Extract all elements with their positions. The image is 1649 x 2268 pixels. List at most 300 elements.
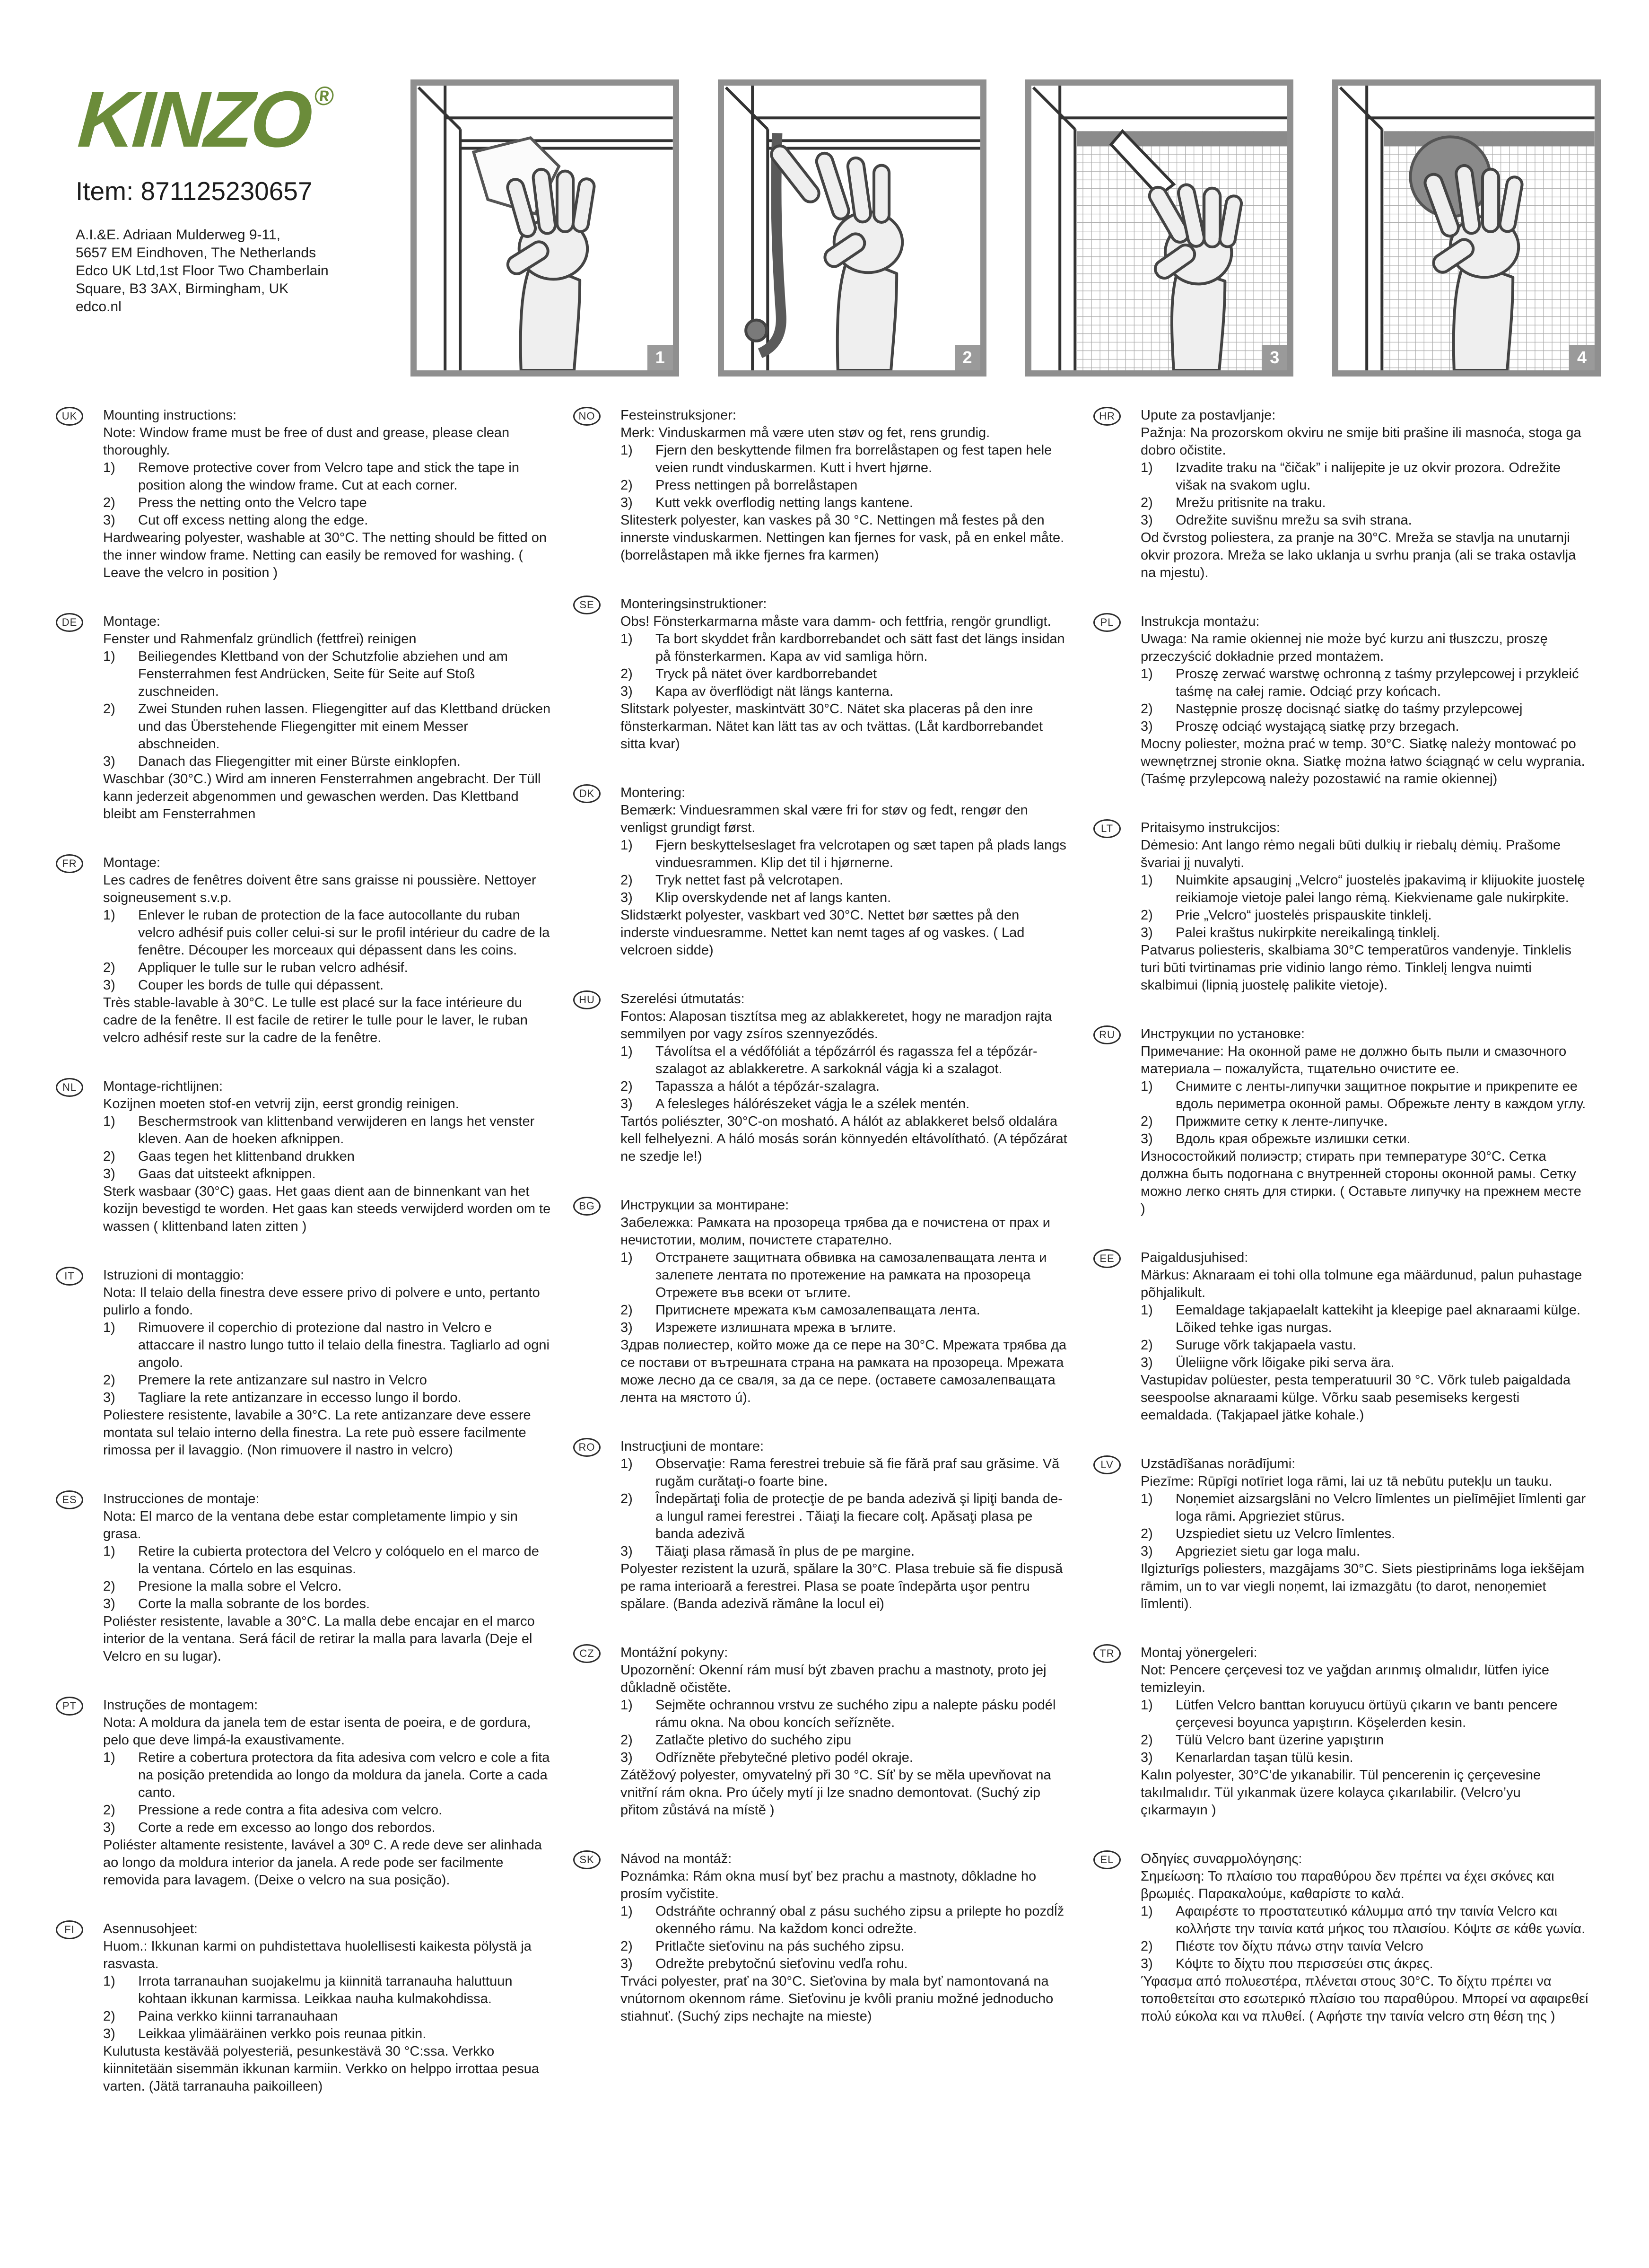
- item-number: 2): [620, 1939, 633, 1954]
- item-number: 1): [103, 1750, 115, 1765]
- section-content: [1141, 1025, 1589, 1218]
- section-content: [103, 854, 551, 1047]
- step-number-badge: 4: [1569, 345, 1595, 370]
- section-title: Инструкции за монтиране:: [620, 1198, 789, 1213]
- item-text: Observaţie: Rama ferestrei trebuie să fie fără praf sau grăsime. Vă rugăm curătaţi-o foarte bine.: [655, 1456, 1060, 1489]
- item-number: 2): [620, 666, 633, 682]
- item-number: 2): [103, 1373, 115, 1388]
- instruction-item: [620, 666, 1069, 683]
- step-number-badge: 2: [955, 345, 980, 370]
- section-outro: Très stable-lavable à 30°C. Le tulle est placé sur la face intérieure du cadre de la fenêtre. Il est facile de retirer le tulle pour le laver, le ruban velcro adhésif reste sur la cadre de la fenêtre.: [103, 995, 528, 1045]
- item-text: Gaas dat uitsteekt afknippen.: [138, 1166, 316, 1182]
- section-intro: Nota: Il telaio della finestra deve essere privo di polvere e unto, pertanto pulirlo a fondo.: [103, 1285, 540, 1318]
- section-title: Montage:: [103, 855, 160, 870]
- section-intro: Примечание: На оконной раме не должно быть пыли и смазочного материала – пожалуйста, тщательно очистите ее.: [1141, 1044, 1567, 1077]
- instruction-item: [103, 701, 551, 753]
- item-text: Corte la malla sobrante de los bordes.: [138, 1596, 370, 1611]
- item-text: Leikkaa ylimääräinen verkko pois reunaa pitkin.: [138, 2026, 427, 2041]
- item-number: 3): [103, 2026, 115, 2041]
- item-text: Klip overskydende net af langs kanten.: [655, 890, 891, 905]
- item-number: 1): [1141, 666, 1153, 682]
- section-intro: Piezīme: Rūpīgi notīriet loga rāmi, lai uz tā nebūtu putekļu un tauku.: [1141, 1474, 1553, 1489]
- section-title: Montage:: [103, 614, 160, 629]
- instruction-item: [103, 977, 551, 994]
- instruction-item: [103, 2025, 551, 2043]
- instruction-item: [1141, 1955, 1589, 1973]
- section-outro: Ilgizturīgs poliesters, mazgājams 30°C. Siets piestiprināms loga iekšējam rāmim, un to var viegli noņemt, lai izmazgātu (to darot, nenoņemiet līmlenti).: [1141, 1561, 1585, 1611]
- item-text: Pritlačte sieťovinu na pás suchého zipsu.: [655, 1939, 905, 1954]
- language-badge: PT: [56, 1697, 83, 1716]
- item-number: 3): [620, 1956, 633, 1971]
- section-title: Instrucciones de montaje:: [103, 1491, 260, 1506]
- section-intro: Kozijnen moeten stof-en vetvrij zijn, eerst grondig reinigen.: [103, 1096, 459, 1112]
- item-number: 2): [1141, 1939, 1153, 1954]
- address-line: Edco UK Ltd,1st Floor Two Chamberlain: [76, 263, 329, 279]
- section-content: [620, 990, 1069, 1165]
- item-number: 1): [620, 1904, 633, 1919]
- instruction-item: [1141, 1938, 1589, 1955]
- item-text: Pressione a rede contra a fita adesiva com velcro.: [138, 1803, 443, 1818]
- item-number: 2): [103, 1579, 115, 1594]
- instruction-item: [103, 907, 551, 959]
- instruction-item: [620, 889, 1069, 907]
- item-text: Couper les bords de tulle qui dépassent.: [138, 978, 384, 993]
- item-number: 2): [1141, 1114, 1153, 1129]
- apply-tape-drawing: [724, 86, 980, 370]
- item-number: 1): [103, 649, 115, 664]
- instruction-item: [1141, 512, 1589, 529]
- instruction-item: [620, 442, 1069, 477]
- item-number: 3): [103, 1166, 115, 1182]
- item-text: Kapa av överflödigt nät längs kanterna.: [655, 684, 893, 699]
- instruction-item: [1141, 1749, 1589, 1767]
- item-number: 2): [620, 1079, 633, 1094]
- item-number: 1): [1141, 1079, 1153, 1094]
- section-title: Festeinstruksjoner:: [620, 408, 736, 423]
- language-badge: ES: [56, 1490, 83, 1509]
- text-column: [1093, 407, 1589, 2057]
- instruction-item: [1141, 1337, 1589, 1354]
- item-text: Rimuovere il coperchio di protezione dal nastro in Velcro e attaccare il nastro lungo tutto il telaio della finestra. Tagliarlo ad ogni angolo.: [138, 1320, 550, 1370]
- language-badge: LT: [1093, 819, 1121, 838]
- section-title: Οδηγίες συναρμολόγησης:: [1141, 1851, 1302, 1866]
- section-outro: Mocny poliester, można prać w temp. 30°C. Siatkę należy montować po wewnętrznej stronie okna. Siatkę można łatwo ściągnąć w celu wyprania. (Taśmę przylepcową należy pozostawić na ramie okiennej): [1141, 736, 1585, 787]
- item-text: Presione la malla sobre el Velcro.: [138, 1579, 342, 1594]
- item-text: Odrežte prebytočnú sieťovinu vedľa rohu.: [655, 1956, 908, 1971]
- item-text: Prie „Velcro“ juostelės prispauskite tinklelį.: [1176, 908, 1432, 923]
- item-number: 3): [1141, 719, 1153, 734]
- language-section-tr: [1093, 1644, 1589, 1819]
- instruction-item: [103, 1973, 551, 2008]
- language-badge: SE: [573, 595, 601, 614]
- instruction-item: [103, 1595, 551, 1613]
- section-content: [103, 1697, 551, 1889]
- item-text: Прижмите сетку к ленте-липучке.: [1176, 1114, 1388, 1129]
- language-badge: TR: [1093, 1644, 1121, 1663]
- instruction-item: [103, 459, 551, 494]
- item-number: 2): [1141, 1338, 1153, 1353]
- section-intro: Σημείωση: Το πλαίσιο του παραθύρου δεν πρέπει να έχει σκόνες και βρωμιές. Παρακαλούμε, καθαρίστε το καλά.: [1141, 1869, 1554, 1901]
- item-number: 3): [620, 890, 633, 905]
- instruction-item: [103, 494, 551, 512]
- instruction-item: [103, 753, 551, 771]
- section-title: Istruzioni di montaggio:: [103, 1268, 244, 1283]
- illustration-step-2-apply-velcro-tape: [718, 79, 986, 377]
- instruction-item: [103, 1372, 551, 1389]
- item-text: Proszę odciąć wystającą siatkę przy brzegach.: [1176, 719, 1459, 734]
- section-intro: Märkus: Aknaraam ei tohi olla tolmune ega määrdunud, palun puhastage põhjalikult.: [1141, 1268, 1582, 1300]
- section-outro: Износостойкий полиэстр; стирать при температуре 30°C. Сетка должна быть подогнана с внутренней стороны оконной рамы. Сетку можно легко снять для стирки. ( Оставьте липучку на прежнем месте ): [1141, 1149, 1581, 1217]
- section-content: [103, 407, 551, 582]
- item-number: 3): [1141, 1750, 1153, 1765]
- language-badge: HU: [573, 990, 601, 1009]
- step-number-badge: 3: [1262, 345, 1287, 370]
- language-badge: PL: [1093, 613, 1121, 632]
- section-title: Monteringsinstruktioner:: [620, 596, 767, 612]
- instruction-item: [620, 1938, 1069, 1955]
- language-section-dk: [573, 784, 1069, 959]
- address-line: A.I.&E. Adriaan Mulderweg 9-11,: [76, 227, 281, 243]
- language-section-es: [56, 1490, 551, 1665]
- language-section-fr: [56, 854, 551, 1047]
- instruction-item: [103, 1319, 551, 1372]
- language-badge: RO: [573, 1438, 601, 1457]
- section-content: [620, 1644, 1069, 1819]
- item-number: 3): [103, 1596, 115, 1611]
- language-badge: CZ: [573, 1644, 601, 1663]
- language-section-ru: [1093, 1025, 1589, 1218]
- section-intro: Les cadres de fenêtres doivent être sans graisse ni poussière. Nettoyer soigneusement s.v.p.: [103, 873, 536, 905]
- address-line: 5657 EM Eindhoven, The Netherlands: [76, 245, 316, 261]
- language-section-hu: [573, 990, 1069, 1165]
- item-text: Press the netting onto the Velcro tape: [138, 495, 367, 510]
- language-section-fi: [56, 1920, 551, 2095]
- section-content: [620, 784, 1069, 959]
- kinzo-logo: [75, 75, 335, 164]
- section-intro: Забележка: Рамката на прозореца трябва да е почистена от прах и нечистотии, молим, почистете старателно.: [620, 1215, 1050, 1248]
- item-number: 3): [1141, 1544, 1153, 1559]
- item-text: Πιέστε τον δίχτυ πάνω στην ταινία Velcro: [1176, 1939, 1423, 1954]
- item-number: 1): [103, 1544, 115, 1559]
- instruction-item: [620, 1455, 1069, 1490]
- item-number: 2): [620, 873, 633, 888]
- instruction-item: [620, 1732, 1069, 1749]
- item-number: 1): [620, 443, 633, 458]
- item-text: Sejměte ochrannou vrstvu ze suchého zipu a nalepte pásku podél rámu okna. Na obou koncích seřízněte.: [655, 1698, 1056, 1730]
- instruction-item: [620, 837, 1069, 872]
- item-text: Corte a rede em excesso ao longo dos rebordos.: [138, 1820, 436, 1835]
- item-text: Tryk nettet fast på velcrotapen.: [655, 873, 844, 888]
- item-number: 2): [103, 1803, 115, 1818]
- language-badge: RU: [1093, 1025, 1121, 1044]
- instruction-item: [1141, 1113, 1589, 1130]
- section-intro: Note: Window frame must be free of dust and grease, please clean thoroughly.: [103, 425, 510, 458]
- section-intro: Poznámka: Rám okna musí byť bez prachu a mastnoty, dôkladne ho prosím vyčistite.: [620, 1869, 1037, 1901]
- item-text: Irrota tarranauhan suojakelmu ja kiinnitä tarranauha haluttuun kohtaan ikkunan karmissa. Leikkaa nauha kulmakohdissa.: [138, 1974, 513, 2006]
- section-outro: Vastupidav polüester, pesta temperatuuril 30 °C. Võrk tuleb paigaldada seespoolse aknaraami külge. Võrku saab pesemiseks kergesti eemaldada. (Takjapael jätke kohale.): [1141, 1373, 1571, 1423]
- section-outro: Zátěžový polyester, omyvatelný při 30 °C. Síť by se měla upevňovat na vnitřní rám okna. Pro účely mytí ji lze snadno demontovat. (Suchý zip přitom zůstává na místě ): [620, 1768, 1051, 1818]
- language-section-no: [573, 407, 1069, 564]
- item-number: 2): [103, 1149, 115, 1164]
- section-title: Instruções de montagem:: [103, 1698, 258, 1713]
- instruction-item: [620, 1490, 1069, 1543]
- instruction-item: [620, 1903, 1069, 1938]
- section-title: Montážní pokyny:: [620, 1645, 728, 1660]
- item-text: Uzspiediet sietu uz Velcro līmlentes.: [1176, 1526, 1396, 1541]
- section-content: [1141, 1249, 1589, 1424]
- instruction-item: [1141, 924, 1589, 942]
- item-number: 2): [620, 1303, 633, 1318]
- text-column: [573, 407, 1069, 2057]
- language-section-pl: [1093, 613, 1589, 788]
- instruction-item: [1141, 494, 1589, 512]
- section-content: [620, 595, 1069, 753]
- language-badge: SK: [573, 1850, 601, 1869]
- item-text: Távolítsa el a védőfóliát a tépőzárról és ragassza fel a tépőzár-szalagot az ablakkeretre. A sarkoknál vágja ki a szalagot.: [655, 1044, 1038, 1077]
- language-section-de: [56, 613, 551, 823]
- item-number: 1): [103, 908, 115, 923]
- section-outro: Здрав полиестер, който може да се пере на 30°C. Мрежата трябва да се постави от вътрешната страна на рамката на прозореца. Мрежата може лесно да се сваля, за да се пере. (оставете самозалепващата лента на мястото ú).: [620, 1338, 1067, 1405]
- section-content: [1141, 1455, 1589, 1613]
- item-number: 2): [1141, 1733, 1153, 1748]
- language-badge: UK: [56, 407, 83, 426]
- kinzo-logo-text: KINZO: [75, 75, 313, 164]
- section-content: [1141, 613, 1589, 788]
- section-title: Instrukcja montażu:: [1141, 614, 1260, 629]
- item-number: 2): [103, 2009, 115, 2024]
- instruction-item: [1141, 907, 1589, 924]
- language-section-it: [56, 1267, 551, 1459]
- item-number: 2): [620, 1491, 633, 1506]
- language-section-se: [573, 595, 1069, 753]
- item-number: 2): [1141, 908, 1153, 923]
- item-number: 1): [620, 1698, 633, 1713]
- section-title: Paigaldusjuhised:: [1141, 1250, 1248, 1265]
- item-number: 2): [620, 478, 633, 493]
- section-outro: Trváci polyester, prať na 30°C. Sieťovina by mala byť namontovaná na vnútornom okennom ráme. Sieťovinu je kvôli praniu možné jednoducho stiahnuť. (Suchý zips nechajte na mieste): [620, 1974, 1054, 2024]
- item-text: Lütfen Velcro banttan koruyucu örtüyü çıkarın ve bantı pencere çerçevesi boyunca yapıştırın. Köşelerden kesin.: [1176, 1698, 1558, 1730]
- item-number: 3): [620, 1320, 633, 1335]
- item-number: 1): [103, 1114, 115, 1129]
- section-outro: Polyester rezistent la uzură, spălare la 30°C. Plasa trebuie să fie dispusă pe rama interioară a ferestrei. Plasa se poate îndepărta uşor pentru spălare. (Banda adezivă rămâne la locul ei): [620, 1561, 1063, 1611]
- language-badge: FI: [56, 1920, 83, 1939]
- cut-netting-drawing: [1031, 86, 1288, 370]
- manufacturer-address: [76, 226, 329, 316]
- item-text: Proszę zerwać warstwę ochronną z taśmy przylepcowej i przykleić taśmę na całej ramie. Odciąć przy końcach.: [1176, 666, 1579, 699]
- item-number: 3): [1141, 925, 1153, 940]
- language-badge: IT: [56, 1267, 83, 1286]
- clean-frame-drawing: [417, 86, 673, 370]
- instruction-item: [1141, 872, 1589, 907]
- instruction-item: [103, 1165, 551, 1183]
- section-title: Montering:: [620, 785, 686, 800]
- instruction-item: [1141, 459, 1589, 494]
- section-content: [103, 1078, 551, 1235]
- section-outro: Slitesterk polyester, kan vaskes på 30 °C. Nettingen må festes på den innerste vinduskarmen. Nettingen kan fjernes for vask, på en enkel måte. (borrelåstapen må ikke fjernes fra karmen): [620, 513, 1064, 563]
- item-number: 1): [1141, 1303, 1153, 1318]
- item-text: Tagliare la rete antizanzare in eccesso lungo il bordo.: [138, 1390, 462, 1405]
- section-content: [1141, 1850, 1589, 2025]
- illustration-step-3-cut-netting: [1025, 79, 1294, 377]
- section-title: Návod na montáž:: [620, 1851, 732, 1866]
- item-number: 3): [1141, 1956, 1153, 1971]
- section-intro: Nota: A moldura da janela tem de estar isenta de poeira, e de gordura, pelo que deve limpá-la exaustivamente.: [103, 1715, 531, 1748]
- item-number: 3): [103, 978, 115, 993]
- item-text: Притиснете мрежата към самозалепващата лента.: [655, 1303, 980, 1318]
- item-number: 2): [1141, 495, 1153, 510]
- illustration-step-4-press-netting: [1332, 79, 1601, 377]
- language-badge: DE: [56, 613, 83, 632]
- item-text: Cut off excess netting along the edge.: [138, 513, 368, 528]
- instruction-item: [620, 1955, 1069, 1973]
- language-section-bg: [573, 1197, 1069, 1407]
- item-number: 3): [103, 513, 115, 528]
- item-text: Tăiaţi plasa rămasă în plus de pe margine.: [655, 1544, 915, 1559]
- item-text: Снимите с ленты-липучки защитное покрытие и прикрепите ее вдоль периметра оконной рамы. Обрежьте ленту в каждом углу.: [1176, 1079, 1586, 1112]
- language-badge: FR: [56, 854, 83, 873]
- instruction-item: [1141, 1354, 1589, 1372]
- instruction-item: [620, 1319, 1069, 1337]
- press-netting-drawing: [1338, 86, 1595, 370]
- language-section-nl: [56, 1078, 551, 1235]
- language-badge: EL: [1093, 1850, 1121, 1869]
- item-text: Fjern den beskyttende filmen fra borrelåstapen og fest tapen hele veien rundt vinduskarmen. Kutt i hvert hjørne.: [655, 443, 1052, 475]
- section-title: Mounting instructions:: [103, 408, 237, 423]
- language-section-lt: [1093, 819, 1589, 994]
- item-number: Item: 871125230657: [76, 176, 313, 206]
- instruction-item: [620, 1249, 1069, 1302]
- instruction-item: [103, 1578, 551, 1595]
- language-badge: NO: [573, 407, 601, 426]
- item-number: 3): [620, 684, 633, 699]
- instruction-item: [1141, 718, 1589, 736]
- section-intro: Dėmesio: Ant lango rėmo negali būti dulkių ir riebalų dėmių. Prašome švariai jį nuvalyti.: [1141, 838, 1561, 870]
- section-intro: Bemærk: Vinduesrammen skal være fri for støv og fedt, rengør den venligst grundigt først.: [620, 803, 1028, 835]
- section-content: [103, 1267, 551, 1459]
- section-outro: Patvarus poliesteris, skalbiama 30°C temperatūros vandenyje. Tinklelis turi būti tvirtinamas prie vidinio lango rėmo. Tinklelį lengva nuimti skalbimui (lipnią juostelę palikite vietoje).: [1141, 943, 1572, 993]
- item-text: Îndepărtaţi folia de protecţie de pe banda adezivă şi lipiţi banda de-a lungul ramei ferestrei . Tăiaţi la fiecare colţ. Apăsaţi plasa pe banda adezivă: [655, 1491, 1063, 1541]
- instruction-item: [1141, 1078, 1589, 1113]
- instruction-item: [620, 683, 1069, 701]
- item-number: 2): [1141, 701, 1153, 717]
- item-text: Nuimkite apsauginį „Velcro“ juostelės įpakavimą ir klijuokite juostelę reikiamoje vietoje palei lango rėmą. Kiekviename gale nukirpkite.: [1176, 873, 1585, 905]
- item-number: 1): [620, 1250, 633, 1265]
- item-number: 3): [620, 495, 633, 510]
- section-intro: Fenster und Rahmenfalz gründlich (fettfrei) reinigen: [103, 631, 417, 647]
- item-number: 1): [620, 838, 633, 853]
- section-intro: Not: Pencere çerçevesi toz ve yağdan arınmış olmalıdır, lütfen iyice temizleyin.: [1141, 1663, 1549, 1695]
- section-intro: Merk: Vinduskarmen må være uten støv og fet, rens grundig.: [620, 425, 990, 440]
- instruction-item: [103, 648, 551, 701]
- section-title: Instrucţiuni de montare:: [620, 1439, 764, 1454]
- item-number: 1): [103, 1974, 115, 1989]
- section-outro: Kalın polyester, 30°C’de yıkanabilir. Tül pencerenin iç çerçevesine takılmalıdır. Tül yıkanmak üzere kolayca çıkarılabilir. (Velcro’yu çıkarmayın ): [1141, 1768, 1541, 1818]
- section-outro: Poliéster resistente, lavable a 30°C. La malla debe encajar en el marco interior de la ventana. Será fácil de retirar la malla para lavarla (Deje el Velcro en su lugar).: [103, 1614, 535, 1664]
- language-section-uk: [56, 407, 551, 582]
- language-badge: HR: [1093, 407, 1121, 426]
- item-text: Remove protective cover from Velcro tape and stick the tape in position along the window frame. Cut at each corner.: [138, 460, 519, 493]
- item-number: 3): [620, 1544, 633, 1559]
- section-intro: Uwaga: Na ramie okiennej nie może być kurzu ani tłuszczu, proszę przeczyścić dokładnie przed montażem.: [1141, 631, 1548, 664]
- language-section-lv: [1093, 1455, 1589, 1613]
- item-text: Αφαιρέστε το προστατευτικό κάλυμμα από την ταινία Velcro και κολλήστε την ταινία κατά μήκος του πλαισίου. Κόψτε σε κάθε γωνία.: [1176, 1904, 1586, 1936]
- item-text: Paina verkko kiinni tarranauhaan: [138, 2009, 338, 2024]
- item-number: 3): [103, 754, 115, 769]
- section-title: Pritaisymo instrukcijos:: [1141, 820, 1280, 835]
- instruction-item: [103, 1113, 551, 1148]
- section-intro: Huom.: Ikkunan karmi on puhdistettava huolellisesti kaikesta pölystä ja rasvasta.: [103, 1939, 532, 1971]
- item-text: Press nettingen på borrelåstapen: [655, 478, 858, 493]
- instruction-item: [620, 1697, 1069, 1732]
- section-title: Asennusohjeet:: [103, 1921, 198, 1936]
- instruction-item: [1141, 1525, 1589, 1543]
- address-line: Square, B3 3AX, Birmingham, UK: [76, 281, 289, 297]
- item-number: 1): [620, 1044, 633, 1059]
- item-text: Retire la cubierta protectora del Velcro y colóquelo en el marco de la ventana. Córtelo en las esquinas.: [138, 1544, 539, 1576]
- language-badge: NL: [56, 1078, 83, 1097]
- item-number: 2): [620, 1733, 633, 1748]
- item-text: Tapassza a hálót a tépőzár-szalagra.: [655, 1079, 880, 1094]
- item-number: 3): [1141, 513, 1153, 528]
- section-content: [103, 1920, 551, 2095]
- item-number: 3): [1141, 1131, 1153, 1147]
- item-text: Izvadite traku na “čičak” i nalijepite je uz okvir prozora. Odrežite višak na svakom uglu.: [1176, 460, 1561, 493]
- item-text: Następnie proszę docisnąć siatkę do taśmy przylepcowej: [1176, 701, 1523, 717]
- item-text: Üleliigne võrk lõigake piki serva ära.: [1176, 1355, 1395, 1370]
- instruction-item: [1141, 1543, 1589, 1560]
- language-badge: BG: [573, 1197, 601, 1216]
- item-text: Eemaldage takjapaelalt kattekiht ja kleepige pael aknaraami külge. Lõiked tehke igas nurgas.: [1176, 1303, 1581, 1335]
- item-text: Noņemiet aizsargslāni no Velcro līmlentes un pielīmējiet līmlenti gar loga rāmi. Apgrieziet stūrus.: [1176, 1491, 1586, 1524]
- instruction-item: [620, 1078, 1069, 1095]
- item-number: 1): [1141, 1904, 1153, 1919]
- item-text: Odstráňte ochranný obal z pásu suchého zipsu a prilepte ho pozdĺž okenného rámu. Na každom konci odrežte.: [655, 1904, 1064, 1936]
- item-text: A felesleges hálórészeket vágja le a szélek mentén.: [655, 1096, 970, 1112]
- language-section-ee: [1093, 1249, 1589, 1424]
- section-outro: Ύφασμα από πολυεστέρα, πλένεται στους 30°C. Το δίχτυ πρέπει να τοποθετείται στο εσωτερικό πλαίσιο του παραθύρου. Μπορεί να αφαιρεθεί πολύ εύκολα και να πλυθεί. ( Αφήστε την ταινία velcro στη θέση της ): [1141, 1974, 1588, 2024]
- section-title: Szerelési útmutatás:: [620, 991, 745, 1007]
- instruction-item: [103, 959, 551, 977]
- instruction-item: [620, 630, 1069, 666]
- text-column: [56, 407, 551, 2127]
- instruction-item: [103, 1148, 551, 1165]
- item-text: Suruge võrk takjapaela vastu.: [1176, 1338, 1357, 1353]
- instruction-item: [1141, 701, 1589, 718]
- section-content: [620, 1438, 1069, 1613]
- item-number: 2): [103, 701, 115, 717]
- item-number: 2): [103, 495, 115, 510]
- illustration-step-1-clean-frame: [410, 79, 679, 377]
- language-section-pt: [56, 1697, 551, 1889]
- item-number: 1): [620, 631, 633, 647]
- item-text: Odrežite suvišnu mrežu sa svih strana.: [1176, 513, 1412, 528]
- item-number: 1): [1141, 1698, 1153, 1713]
- instruction-item: [1141, 1732, 1589, 1749]
- instruction-item: [103, 1389, 551, 1407]
- section-outro: Slitstark polyester, maskintvätt 30°C. Nätet ska placeras på den inre fönsterkarman. Nätet kan lätt tas av och tvättas. (Låt kardborrebandet sitta kvar): [620, 701, 1043, 752]
- language-badge: LV: [1093, 1455, 1121, 1474]
- section-intro: Pažnja: Na prozorskom okviru ne smije biti prašine ili masnoća, stoga ga dobro očistite.: [1141, 425, 1581, 458]
- illustration-strip: [410, 79, 1601, 377]
- section-content: [103, 613, 551, 823]
- item-text: Kenarlardan taşan tülü kesin.: [1176, 1750, 1353, 1765]
- section-content: [620, 1850, 1069, 2025]
- instruction-item: [620, 872, 1069, 889]
- item-text: Beschermstrook van klittenband verwijderen en langs het venster kleven. Aan de hoeken afknippen.: [138, 1114, 535, 1147]
- item-text: Tülü Velcro bant üzerine yapıştırın: [1176, 1733, 1384, 1748]
- instruction-item: [620, 1543, 1069, 1560]
- section-outro: Poliestere resistente, lavabile a 30°C. La rete antizanzare deve essere montata sul telaio interno della finestra. La rete può essere facilmente rimossa per il lavaggio. (Non rimuovere il nastro in velcro): [103, 1408, 531, 1458]
